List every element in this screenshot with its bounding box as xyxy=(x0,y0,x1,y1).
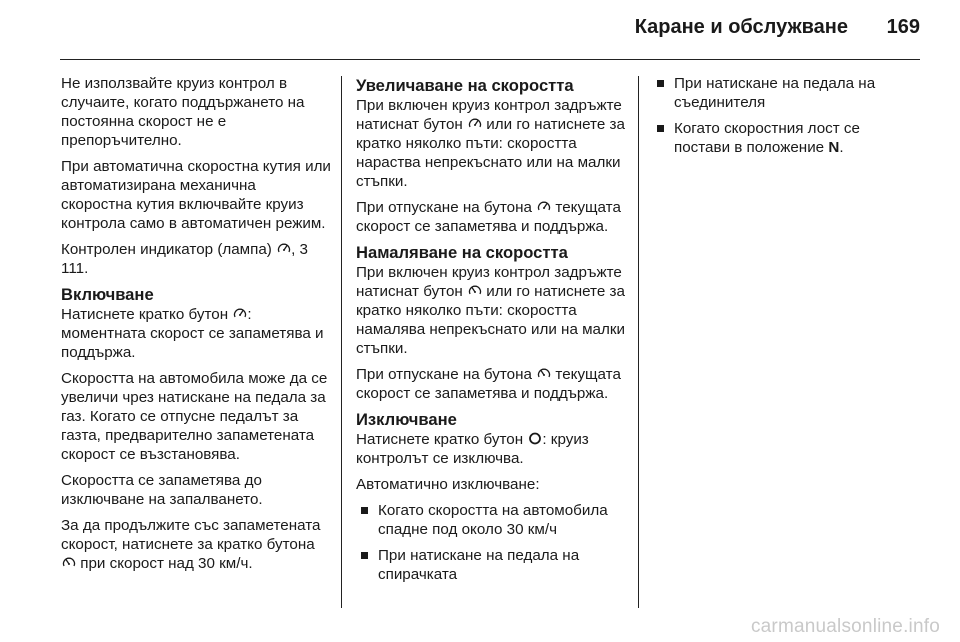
cruise-set-plus-icon xyxy=(233,307,247,320)
paragraph: За да продължите със запаметената скорост, натиснете за кратко бутона при скорост над 30 км/ч. xyxy=(61,517,321,572)
column-divider xyxy=(341,76,342,608)
paragraph: Скоростта се запаметява до изключване на запалването. xyxy=(61,472,263,508)
list-item: При натискане на педала на съединителя xyxy=(652,74,914,112)
paragraph: При автоматична скоростна кутия или автоматизирана механична скоростна кутия включвайте круиз контрола само в автоматичен режим. xyxy=(61,158,331,232)
section-heading: Включване xyxy=(61,285,154,304)
page-number: 169 xyxy=(886,16,920,38)
paragraph: При отпускане на бутона текущата скорост се запаметява и поддържа. xyxy=(356,366,621,402)
paragraph: Натиснете кратко бутон : круиз контролът се изключва. xyxy=(356,431,589,467)
gear-position-label: N xyxy=(828,139,840,156)
list-item: Когато скоростта на автомобила спадне под около 30 км/ч xyxy=(356,501,631,539)
paragraph: Натиснете кратко бутон : моментната скорост се запаметява и поддържа. xyxy=(61,306,324,361)
page-header xyxy=(60,0,920,60)
cruise-res-minus-icon xyxy=(537,367,551,380)
list-item: Когато скоростния лост се постави в положение N. xyxy=(652,119,914,157)
cruise-res-minus-icon xyxy=(468,284,482,297)
watermark: carmanualsonline.info xyxy=(750,616,940,637)
list-item: При натискане на педала на спирачката xyxy=(356,546,631,584)
column-divider xyxy=(638,76,639,608)
paragraph: При включен круиз контрол задръжте натиснат бутон или го натиснете за кратко няколко пъти: скоростта намалява непрекъснато или на малки стъпки. xyxy=(356,264,625,357)
chapter-title: Каране и обслужване xyxy=(634,16,848,38)
cruise-set-plus-icon xyxy=(537,200,551,213)
cruise-res-minus-icon xyxy=(62,556,76,569)
auto-off-list-continued xyxy=(652,74,914,157)
bullet-icon xyxy=(361,507,368,514)
section-heading: Изключване xyxy=(356,410,457,429)
section-heading: Намаляване на скоростта xyxy=(356,243,568,262)
paragraph: Скоростта на автомобила може да се увеличи чрез натискане на педала за газ. Когато се отпусне педалът за газта, предварително запаметената скорост се възстановява. xyxy=(61,370,328,463)
column-2 xyxy=(356,74,631,591)
cruise-set-plus-icon xyxy=(468,117,482,130)
cruise-control-indicator-icon xyxy=(277,242,291,255)
paragraph: При включен круиз контрол задръжте натиснат бутон или го натиснете за кратко няколко пъти: скоростта нараства непрекъснато или на малки стъпки. xyxy=(356,97,625,190)
column-3 xyxy=(652,74,914,164)
cruise-off-icon xyxy=(528,432,542,445)
bullet-icon xyxy=(361,552,368,559)
column-1 xyxy=(61,74,331,580)
section-heading: Увеличаване на скоростта xyxy=(356,76,574,95)
paragraph: Контролен индикатор (лампа) , 3 111. xyxy=(61,241,308,277)
bullet-icon xyxy=(657,125,664,132)
page-reference[interactable]: 3 111. xyxy=(61,241,308,277)
auto-off-list xyxy=(356,501,631,584)
bullet-icon xyxy=(657,80,664,87)
paragraph: Автоматично изключване: xyxy=(356,476,540,493)
paragraph: Не използвайте круиз контрол в случаите, когато поддържането на постоянна скорост не е препоръчително. xyxy=(61,75,305,149)
paragraph: При отпускане на бутона текущата скорост се запаметява и поддържа. xyxy=(356,199,621,235)
